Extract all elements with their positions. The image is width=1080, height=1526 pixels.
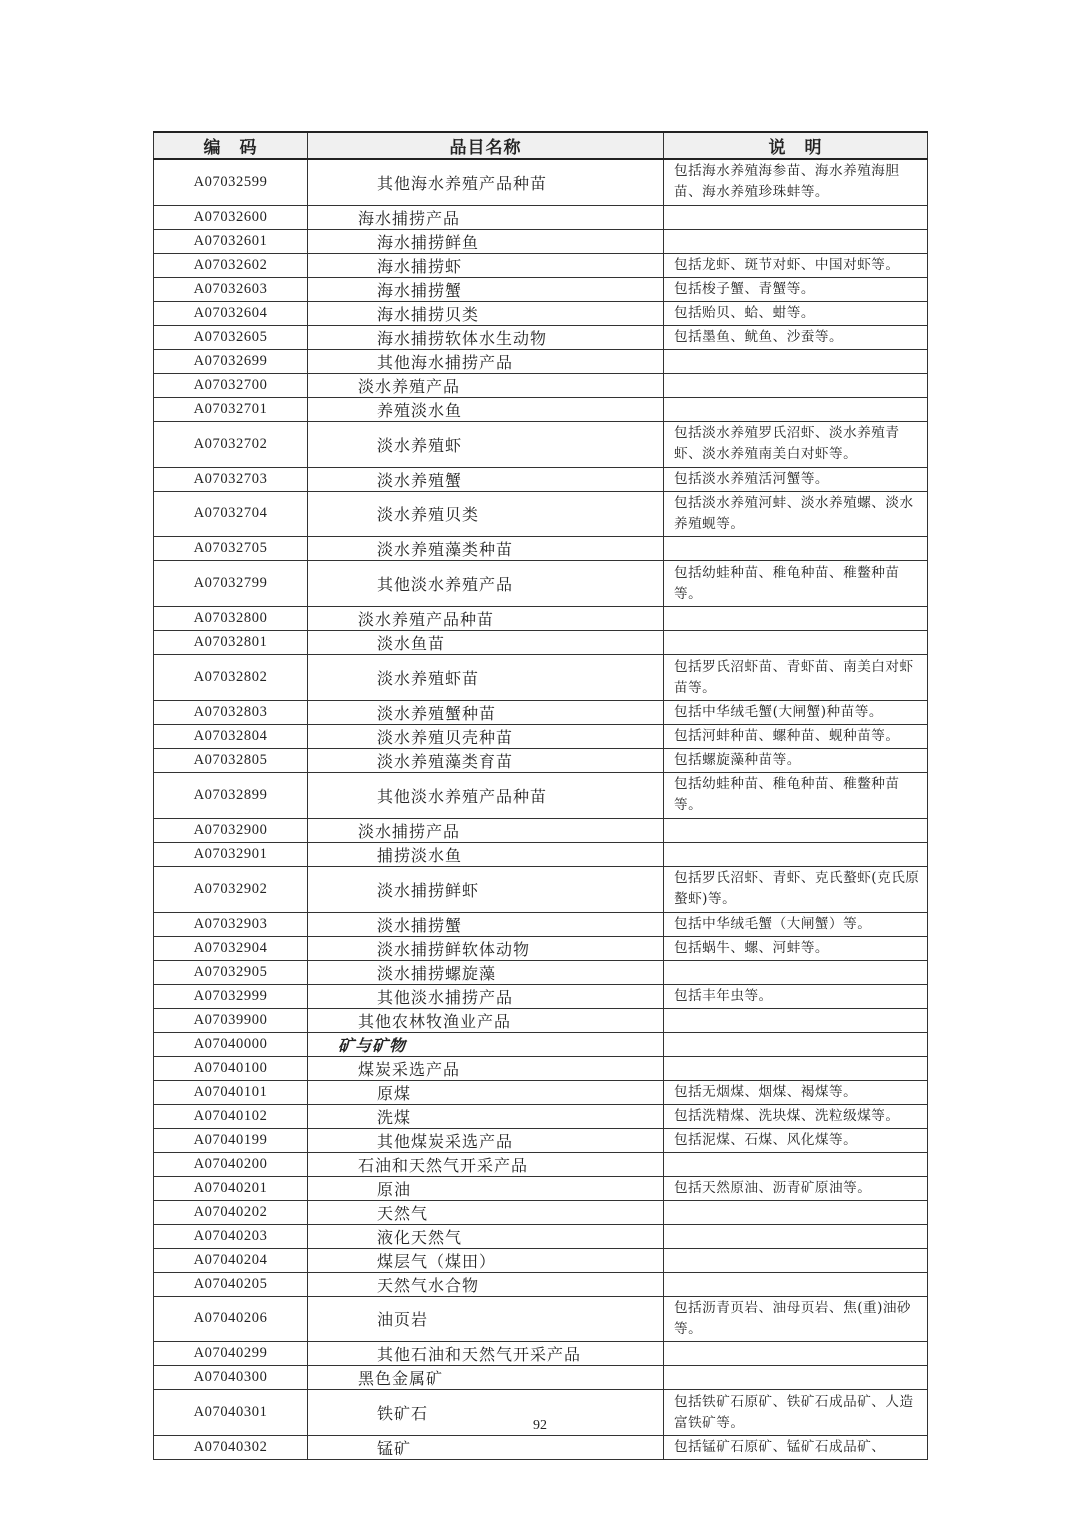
table-row	[154, 1056, 928, 1080]
cell-desc: 包括锰矿石原矿、锰矿石成品矿、	[664, 1436, 928, 1460]
table-row	[154, 700, 928, 724]
cell-name: 淡水养殖虾苗	[308, 655, 664, 701]
cell-name: 淡水鱼苗	[308, 631, 664, 655]
cell-desc	[664, 1366, 928, 1390]
cell-name: 油页岩	[308, 1296, 664, 1342]
cell-code: A07032803	[154, 700, 308, 724]
table-row	[154, 205, 928, 229]
table-row	[154, 1008, 928, 1032]
table-row	[154, 1366, 928, 1390]
table-row	[154, 842, 928, 866]
table-row	[154, 1176, 928, 1200]
cell-desc: 包括铁矿石原矿、铁矿石成品矿、人造富铁矿等。	[664, 1390, 928, 1436]
cell-desc	[664, 537, 928, 561]
cell-name: 淡水捕捞螺旋藻	[308, 960, 664, 984]
header-code: 编 码	[154, 132, 308, 159]
cell-desc	[664, 607, 928, 631]
cell-code: A07032799	[154, 561, 308, 607]
cell-name: 液化天然气	[308, 1224, 664, 1248]
cell-desc	[664, 1200, 928, 1224]
cell-desc: 包括河蚌种苗、螺种苗、蚬种苗等。	[664, 724, 928, 748]
cell-desc: 包括泥煤、石煤、风化煤等。	[664, 1128, 928, 1152]
cell-code: A07032902	[154, 866, 308, 912]
cell-code: A07040202	[154, 1200, 308, 1224]
cell-name: 淡水养殖产品	[308, 373, 664, 397]
cell-desc: 包括海水养殖海参苗、海水养殖海胆苗、海水养殖珍珠蚌等。	[664, 159, 928, 205]
cell-desc: 包括淡水养殖河蚌、淡水养殖螺、淡水养殖蚬等。	[664, 491, 928, 537]
cell-desc: 包括幼蛙种苗、稚龟种苗、稚鳖种苗等。	[664, 772, 928, 818]
table-row	[154, 1032, 928, 1056]
cell-desc: 包括洗精煤、洗块煤、洗粒级煤等。	[664, 1104, 928, 1128]
cell-desc	[664, 631, 928, 655]
cell-code: A07040301	[154, 1390, 308, 1436]
header-name: 品目名称	[308, 132, 664, 159]
cell-name: 海水捕捞产品	[308, 205, 664, 229]
table-row	[154, 1248, 928, 1272]
table-row	[154, 631, 928, 655]
cell-desc: 包括无烟煤、烟煤、褐煤等。	[664, 1080, 928, 1104]
cell-name: 淡水养殖蟹	[308, 467, 664, 491]
table-row	[154, 866, 928, 912]
cell-code: A07039900	[154, 1008, 308, 1032]
cell-code: A07040206	[154, 1296, 308, 1342]
table-row	[154, 1152, 928, 1176]
table-row	[154, 984, 928, 1008]
cell-code: A07032699	[154, 349, 308, 373]
cell-desc	[664, 1342, 928, 1366]
cell-name: 矿与矿物	[308, 1032, 664, 1056]
table-row	[154, 1080, 928, 1104]
cell-name: 其他淡水养殖产品种苗	[308, 772, 664, 818]
cell-code: A07032700	[154, 373, 308, 397]
catalog-table	[153, 131, 928, 1460]
cell-desc	[664, 960, 928, 984]
cell-name: 天然气水合物	[308, 1272, 664, 1296]
table-row	[154, 467, 928, 491]
cell-code: A07032603	[154, 277, 308, 301]
cell-code: A07040000	[154, 1032, 308, 1056]
table-row	[154, 561, 928, 607]
table-row	[154, 277, 928, 301]
cell-code: A07040101	[154, 1080, 308, 1104]
cell-code: A07032701	[154, 397, 308, 421]
cell-desc	[664, 349, 928, 373]
cell-desc	[664, 1272, 928, 1296]
cell-name: 洗煤	[308, 1104, 664, 1128]
cell-name: 淡水养殖藻类育苗	[308, 748, 664, 772]
cell-code: A07032900	[154, 818, 308, 842]
table-row	[154, 912, 928, 936]
cell-code: A07032602	[154, 253, 308, 277]
table-row	[154, 491, 928, 537]
table-row	[154, 421, 928, 467]
cell-name: 天然气	[308, 1200, 664, 1224]
cell-name: 原油	[308, 1176, 664, 1200]
cell-desc: 包括沥青页岩、油母页岩、焦(重)油砂等。	[664, 1296, 928, 1342]
cell-desc	[664, 373, 928, 397]
cell-name: 石油和天然气开采产品	[308, 1152, 664, 1176]
table-row	[154, 607, 928, 631]
cell-desc: 包括丰年虫等。	[664, 984, 928, 1008]
cell-desc: 包括幼蛙种苗、稚龟种苗、稚鳖种苗等。	[664, 561, 928, 607]
table-row	[154, 936, 928, 960]
cell-name: 黑色金属矿	[308, 1366, 664, 1390]
cell-code: A07032901	[154, 842, 308, 866]
cell-desc: 包括中华绒毛蟹（大闸蟹）等。	[664, 912, 928, 936]
cell-code: A07040200	[154, 1152, 308, 1176]
cell-code: A07032903	[154, 912, 308, 936]
table-row	[154, 1224, 928, 1248]
cell-desc: 包括中华绒毛蟹(大闸蟹)种苗等。	[664, 700, 928, 724]
cell-name: 煤炭采选产品	[308, 1056, 664, 1080]
cell-code: A07040299	[154, 1342, 308, 1366]
cell-code: A07040201	[154, 1176, 308, 1200]
cell-name: 海水捕捞软体水生动物	[308, 325, 664, 349]
cell-desc	[664, 397, 928, 421]
cell-desc: 包括天然原油、沥青矿原油等。	[664, 1176, 928, 1200]
cell-code: A07032601	[154, 229, 308, 253]
cell-code: A07032899	[154, 772, 308, 818]
cell-name: 其他海水捕捞产品	[308, 349, 664, 373]
table-row	[154, 1104, 928, 1128]
cell-desc: 包括淡水养殖罗氏沼虾、淡水养殖青虾、淡水养殖南美白对虾等。	[664, 421, 928, 467]
table-row	[154, 1200, 928, 1224]
cell-code: A07040203	[154, 1224, 308, 1248]
cell-name: 其他农林牧渔业产品	[308, 1008, 664, 1032]
cell-name: 淡水捕捞产品	[308, 818, 664, 842]
cell-code: A07032703	[154, 467, 308, 491]
cell-desc: 包括蜗牛、螺、河蚌等。	[664, 936, 928, 960]
cell-name: 淡水养殖虾	[308, 421, 664, 467]
cell-name: 其他石油和天然气开采产品	[308, 1342, 664, 1366]
cell-name: 淡水捕捞鲜软体动物	[308, 936, 664, 960]
cell-name: 其他煤炭采选产品	[308, 1128, 664, 1152]
cell-name: 海水捕捞蟹	[308, 277, 664, 301]
cell-desc	[664, 1224, 928, 1248]
cell-code: A07040205	[154, 1272, 308, 1296]
cell-desc	[664, 1152, 928, 1176]
cell-code: A07032804	[154, 724, 308, 748]
table-row	[154, 655, 928, 701]
cell-name: 淡水养殖藻类种苗	[308, 537, 664, 561]
cell-code: A07040300	[154, 1366, 308, 1390]
cell-name: 铁矿石	[308, 1390, 664, 1436]
cell-desc: 包括墨鱼、鱿鱼、沙蚕等。	[664, 325, 928, 349]
cell-name: 淡水养殖蟹种苗	[308, 700, 664, 724]
table-row	[154, 229, 928, 253]
cell-code: A07032800	[154, 607, 308, 631]
table-row	[154, 373, 928, 397]
cell-name: 其他海水养殖产品种苗	[308, 159, 664, 205]
cell-code: A07032802	[154, 655, 308, 701]
cell-name: 淡水养殖产品种苗	[308, 607, 664, 631]
cell-code: A07032805	[154, 748, 308, 772]
table-row	[154, 724, 928, 748]
table-row	[154, 960, 928, 984]
table-row	[154, 159, 928, 205]
cell-desc: 包括罗氏沼虾、青虾、克氏螯虾(克氏原螯虾)等。	[664, 866, 928, 912]
cell-name: 淡水养殖贝类	[308, 491, 664, 537]
cell-name: 淡水养殖贝壳种苗	[308, 724, 664, 748]
cell-name: 煤层气（煤田）	[308, 1248, 664, 1272]
cell-name: 养殖淡水鱼	[308, 397, 664, 421]
cell-desc	[664, 1032, 928, 1056]
page-number: 92	[533, 1418, 547, 1433]
cell-code: A07032600	[154, 205, 308, 229]
cell-name: 锰矿	[308, 1436, 664, 1460]
table-row	[154, 253, 928, 277]
cell-code: A07040102	[154, 1104, 308, 1128]
cell-code: A07032605	[154, 325, 308, 349]
table-row	[154, 1296, 928, 1342]
cell-name: 海水捕捞贝类	[308, 301, 664, 325]
cell-code: A07032999	[154, 984, 308, 1008]
cell-desc: 包括罗氏沼虾苗、青虾苗、南美白对虾苗等。	[664, 655, 928, 701]
table-row	[154, 1128, 928, 1152]
cell-name: 海水捕捞鲜鱼	[308, 229, 664, 253]
cell-code: A07032801	[154, 631, 308, 655]
cell-name: 淡水捕捞鲜虾	[308, 866, 664, 912]
cell-desc	[664, 1248, 928, 1272]
header-desc: 说 明	[664, 132, 928, 159]
cell-name: 其他淡水捕捞产品	[308, 984, 664, 1008]
cell-desc: 包括龙虾、斑节对虾、中国对虾等。	[664, 253, 928, 277]
cell-name: 捕捞淡水鱼	[308, 842, 664, 866]
cell-code: A07040302	[154, 1436, 308, 1460]
cell-desc	[664, 1008, 928, 1032]
table-row	[154, 537, 928, 561]
cell-name: 淡水捕捞蟹	[308, 912, 664, 936]
table-row	[154, 818, 928, 842]
table-row	[154, 1272, 928, 1296]
cell-code: A07040100	[154, 1056, 308, 1080]
cell-desc	[664, 229, 928, 253]
cell-code: A07032702	[154, 421, 308, 467]
cell-desc: 包括螺旋藻种苗等。	[664, 748, 928, 772]
cell-code: A07032599	[154, 159, 308, 205]
cell-code: A07040199	[154, 1128, 308, 1152]
table-row	[154, 748, 928, 772]
cell-desc	[664, 1056, 928, 1080]
cell-desc: 包括梭子蟹、青蟹等。	[664, 277, 928, 301]
cell-code: A07040204	[154, 1248, 308, 1272]
table-header	[154, 132, 928, 159]
cell-name: 原煤	[308, 1080, 664, 1104]
table-row	[154, 1436, 928, 1460]
cell-name: 海水捕捞虾	[308, 253, 664, 277]
cell-desc: 包括淡水养殖活河蟹等。	[664, 467, 928, 491]
cell-code: A07032704	[154, 491, 308, 537]
cell-code: A07032705	[154, 537, 308, 561]
table-row	[154, 301, 928, 325]
cell-desc	[664, 205, 928, 229]
cell-desc	[664, 818, 928, 842]
table-row	[154, 349, 928, 373]
cell-code: A07032904	[154, 936, 308, 960]
cell-desc: 包括贻贝、蛤、蚶等。	[664, 301, 928, 325]
cell-name: 其他淡水养殖产品	[308, 561, 664, 607]
cell-code: A07032905	[154, 960, 308, 984]
cell-desc	[664, 842, 928, 866]
table-row	[154, 325, 928, 349]
table-row	[154, 772, 928, 818]
table-row	[154, 1342, 928, 1366]
table-row	[154, 397, 928, 421]
cell-code: A07032604	[154, 301, 308, 325]
